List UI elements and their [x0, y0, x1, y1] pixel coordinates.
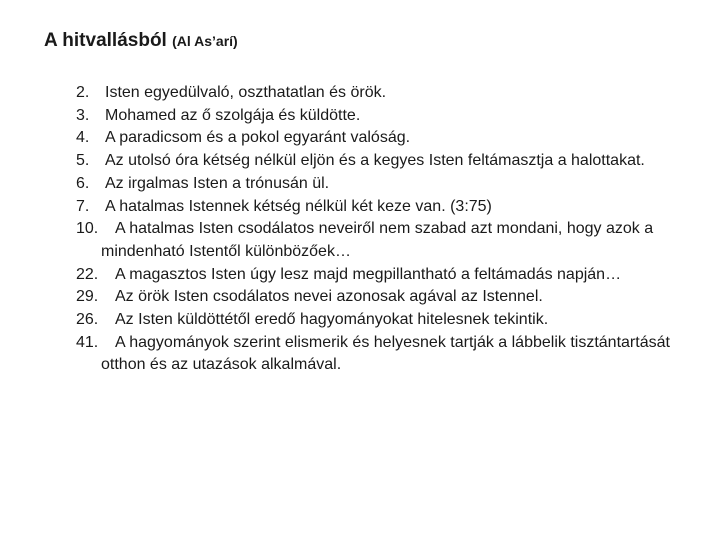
- title-main: A hitvallásból: [44, 30, 167, 51]
- title-subtitle: (Al As’arí): [172, 33, 238, 49]
- item-number: 3.: [76, 106, 90, 124]
- list-item: [0, 82, 720, 105]
- item-text: A hagyományok szerint elismerik és helyesnek tartják a lábbelik tisztántartását otthon és az utazások alkalmával.: [101, 333, 670, 374]
- list-item: [0, 264, 720, 287]
- item-number: 29.: [76, 288, 99, 306]
- list-item: [0, 286, 720, 309]
- creed-list: [0, 82, 720, 377]
- list-item: [0, 332, 720, 377]
- list-item: [0, 173, 720, 196]
- list-item: [0, 150, 720, 173]
- list-item: [0, 218, 720, 263]
- item-number: 41.: [76, 333, 99, 351]
- page-title: [44, 30, 238, 52]
- item-text: A hatalmas Isten csodálatos neveiről nem szabad azt mondani, hogy azok a mindenható Istentől különbözőek…: [101, 220, 654, 260]
- item-text: Isten egyedülvaló, oszthatatlan és örök.: [105, 84, 387, 101]
- item-text: Az irgalmas Isten a trónusán ül.: [105, 174, 330, 192]
- item-number: 4.: [76, 129, 90, 147]
- item-number: 10.: [76, 220, 99, 238]
- item-number: 2.: [76, 84, 90, 101]
- item-text: Az örök Isten csodálatos nevei azonosak agával az Istennel.: [115, 288, 543, 306]
- item-number: 7.: [76, 197, 90, 215]
- item-text: Az Isten küldöttétől eredő hagyományokat hitelesnek tekintik.: [115, 311, 549, 329]
- list-item: [0, 105, 720, 128]
- item-text: A paradicsom és a pokol egyaránt valóság.: [105, 129, 411, 147]
- item-text: A magasztos Isten úgy lesz majd megpillantható a feltámadás napján…: [115, 265, 622, 283]
- item-text: Az utolsó óra kétség nélkül eljön és a kegyes Isten feltámasztja a halottakat.: [105, 152, 645, 170]
- list-item: [0, 309, 720, 332]
- item-number: 22.: [76, 265, 99, 283]
- item-number: 5.: [76, 152, 90, 170]
- item-text: Mohamed az ő szolgája és küldötte.: [105, 106, 361, 124]
- list-item: [0, 196, 720, 219]
- item-number: 26.: [76, 311, 99, 329]
- item-text: A hatalmas Istennek kétség nélkül két keze van. (3:75): [105, 197, 492, 215]
- item-number: 6.: [76, 174, 90, 192]
- list-item: [0, 127, 720, 150]
